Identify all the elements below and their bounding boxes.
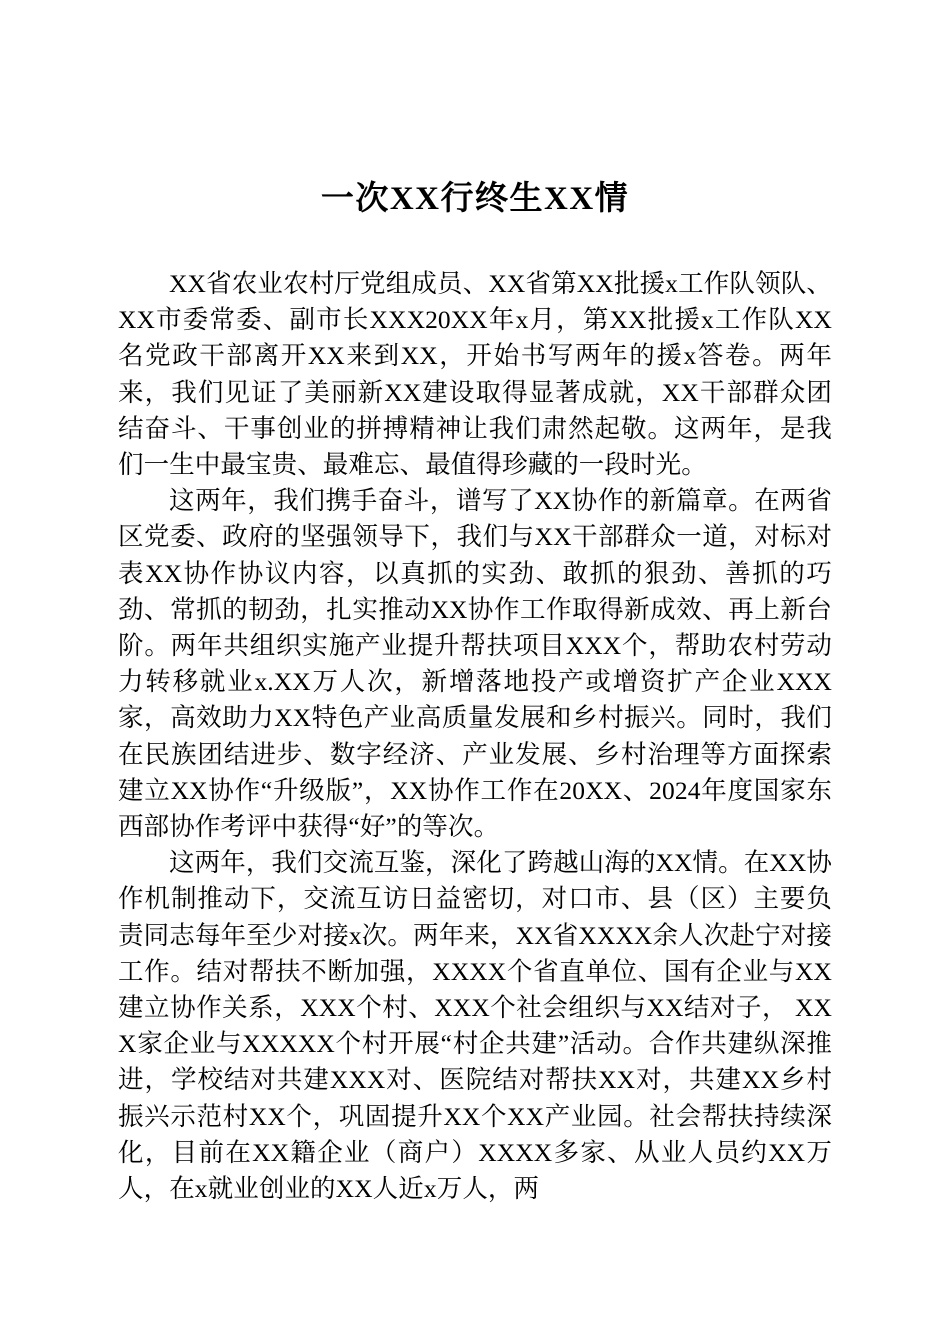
paragraph-2: 这两年，我们携手奋斗，谱写了XX协作的新篇章。在两省区党委、政府的坚强领导下，我们与XX干部群众一道，对标对表XX协作协议内容，以真抓的实劲、敢抓的狠劲、善抓的巧劲、常抓的韧劲，扎实推动XX协作工作取得新成效、再上新台阶。两年共组织实施产业提升帮扶项目XXX个，帮助农村劳动力转移就业x.XX万人次，新增落地投产或增资扩产企业XXX家，高效助力XX特色产业高质量发展和乡村振兴。同时，我们在民族团结进步、数字经济、产业发展、乡村治理等方面探索建立XX协作“升级版”，XX协作工作在20XX、2024年度国家东西部协作考评中获得“好”的等次。 xyxy=(118,486,832,842)
paragraph-3: 这两年，我们交流互鉴，深化了跨越山海的XX情。在XX协作机制推动下，交流互访日益密切，对口市、县（区）主要负责同志每年至少对接x次。两年来，XX省XXXX余人次赴宁对接工作。结对帮扶不断加强，XXXX个省直单位、国有企业与XX建立协作关系，XXX个村、XXX个社会组织与XX结对子， XXX家企业与XXXXX个村开展“村企共建”活动。合作共建纵深推进，学校结对共建XXX对、医院结对帮扶XX对，共建XX乡村振兴示范村XX个，巩固提升XX个XX产业园。社会帮扶持续深化，目前在XX籍企业（商户）XXXX多家、从业人员约XX万人，在x就业创业的XX人近x万人，两 xyxy=(118,848,832,1204)
paragraph-1: XX省农业农村厅党组成员、XX省第XX批援x工作队领队、XX市委常委、副市长XXX20XX年x月，第XX批援x工作队XX名党政干部离开XX来到XX，开始书写两年的援x答卷。两年来，我们见证了美丽新XX建设取得显著成就，XX干部群众团结奋斗、干事创业的拼搏精神让我们肃然起敬。这两年，是我们一生中最宝贵、最难忘、最值得珍藏的一段时光。 xyxy=(118,269,832,480)
document-body xyxy=(118,176,832,1207)
document-title: 一次XX行终生XX情 xyxy=(320,181,630,217)
